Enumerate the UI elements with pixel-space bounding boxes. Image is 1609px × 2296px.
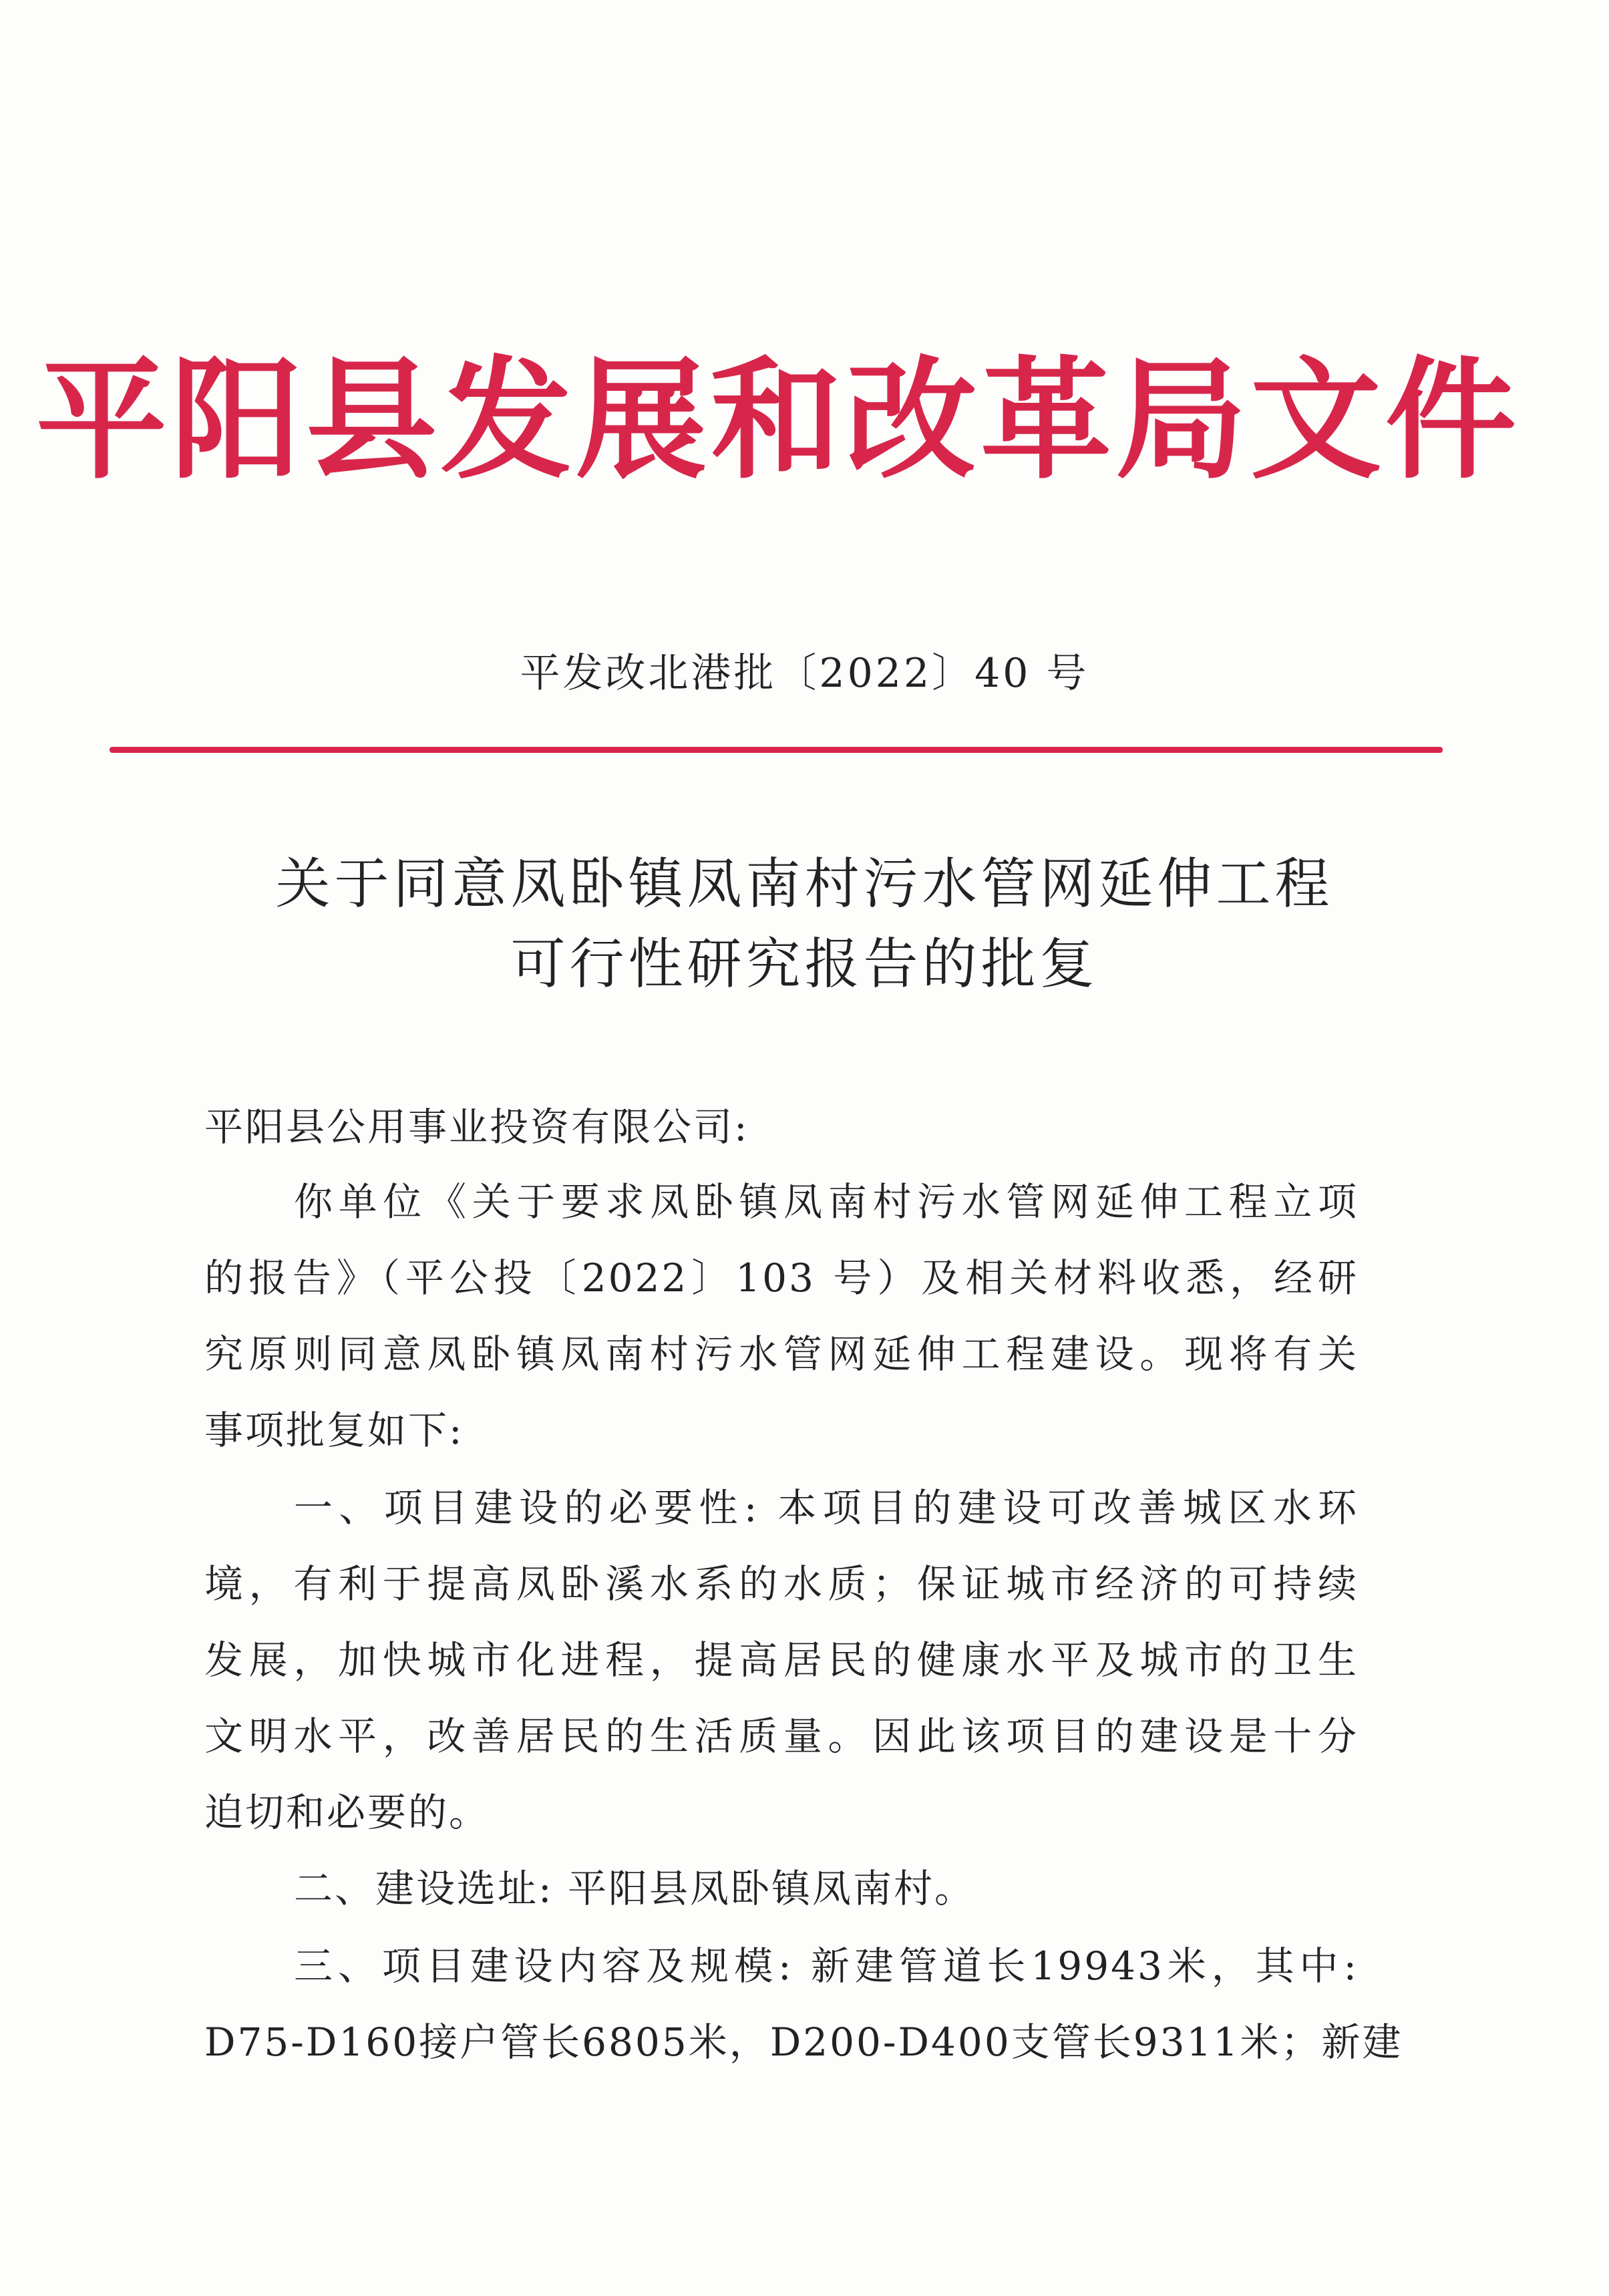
masthead-title: 平阳县发展和改革局文件: [36, 345, 1521, 497]
document-title-line-2: 可行性研究报告的批复: [510, 933, 1099, 996]
red-divider-line: [110, 747, 1443, 753]
salutation: 平阳县公用事业投资有限公司:: [204, 1104, 749, 1150]
paragraph-line: 境，有利于提高凤卧溪水系的水质；保证城市经济的可持续: [204, 1561, 1359, 1607]
paragraph-line: 事项批复如下:: [204, 1408, 464, 1453]
paragraph-line: D75-D160接户管长6805米，D200-D400支管长9311米；新建: [204, 2019, 1403, 2065]
document-title-line-1: 关于同意凤卧镇凤南村污水管网延伸工程: [275, 852, 1334, 916]
paragraph-line: 一、项目建设的必要性: 本项目的建设可改善城区水环: [294, 1485, 1359, 1530]
paragraph-line: 文明水平，改善居民的生活质量。因此该项目的建设是十分: [204, 1713, 1359, 1759]
paragraph-line: 究原则同意凤卧镇凤南村污水管网延伸工程建设。现将有关: [204, 1331, 1359, 1377]
document-number: 平发改北港批〔2022〕40 号: [520, 650, 1089, 697]
paragraph-line: 二、建设选址: 平阳县凤卧镇凤南村。: [294, 1866, 975, 1911]
paragraph-line: 迫切和必要的。: [204, 1790, 490, 1835]
paragraph-line: 你单位《关于要求凤卧镇凤南村污水管网延伸工程立项: [294, 1179, 1359, 1224]
paragraph-line: 的报告》（平公投〔2022〕103 号）及相关材料收悉，经研: [204, 1255, 1359, 1301]
paragraph-line: 发展，加快城市化进程，提高居民的健康水平及城市的卫生: [204, 1637, 1359, 1683]
paragraph-line: 三、项目建设内容及规模: 新建管道长19943米，其中:: [294, 1943, 1359, 1989]
